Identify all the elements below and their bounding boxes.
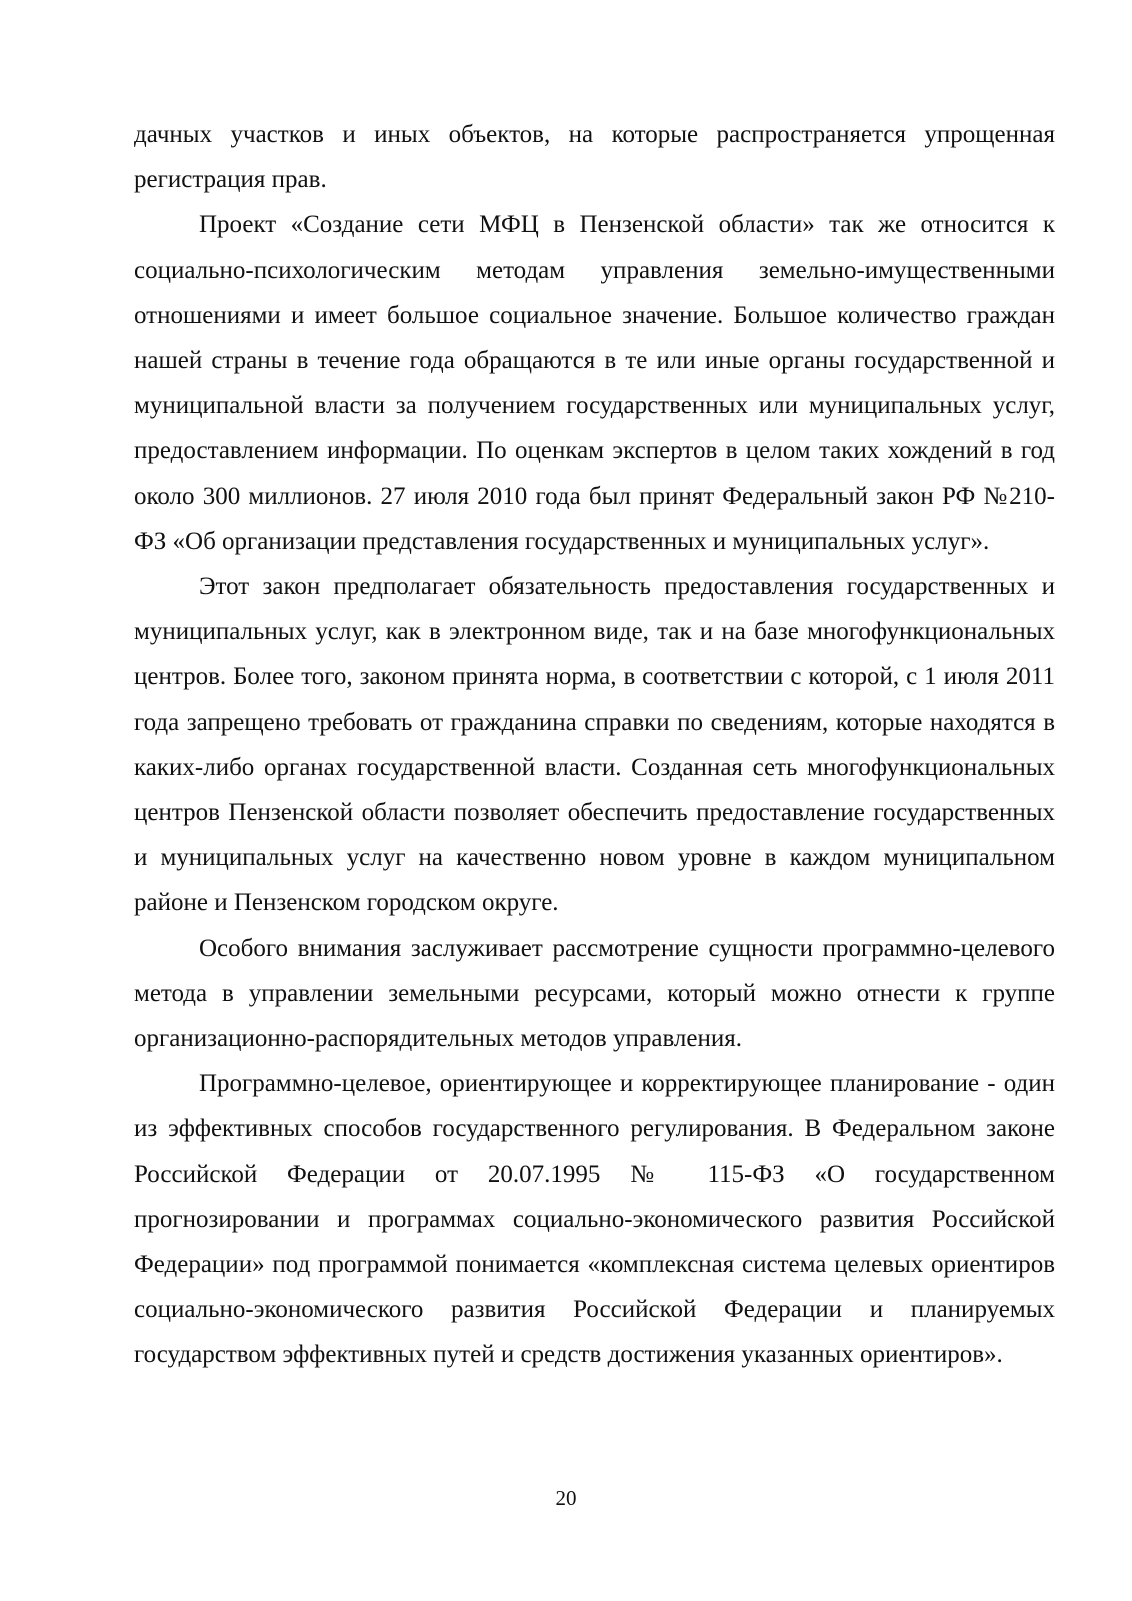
document-body [134,112,1055,1378]
paragraph-mfc-project: Проект «Создание сети МФЦ в Пензенской области» так же относится к социально-психологическим методам управления земельно-имущественными отношениями и имеет большое социальное значение. Большое количество граждан нашей страны в течение года обращаются в те или иные органы государственной и муниципальной власти за получением государственных или муниципальных услуг, предоставлением информации. По оценкам экспертов в целом таких хождений в год около 300 миллионов. 27 июля 2010 года был принят Федеральный закон РФ №210-ФЗ «Об организации представления государственных и муниципальных услуг». [134,211,1055,555]
paragraph-continuation: дачных участков и иных объектов, на которые распространяется упрощенная регистрация прав. [134,121,1055,194]
page-number: 20 [555,1486,577,1510]
paragraph-program-target-method: Особого внимания заслуживает рассмотрение сущности программно-целевого метода в управлении земельными ресурсами, который можно отнести к группе организационно-распорядительных методов управления. [134,934,1055,1053]
paragraph-program-planning: Программно-целевое, ориентирующее и корректирующее планирование - один из эффективных способов государственного регулирования. В Федеральном законе Российской Федерации от 20.07.1995 № 115-ФЗ «О государственном прогнозировании и программах социально-экономического развития Российской Федерации» под программой понимается «комплексная система целевых ориентиров социально-экономического развития Российской Федерации и планируемых государством эффективных путей и средств достижения указанных ориентиров». [134,1070,1055,1369]
paragraph-law-requirements: Этот закон предполагает обязательность предоставления государственных и муниципальных услуг, как в электронном виде, так и на базе многофункциональных центров. Более того, законом принята норма, в соответствии с которой, с 1 июля 2011 года запрещено требовать от гражданина справки по сведениям, которые находятся в каких-либо органах государственной власти. Созданная сеть многофункциональных центров Пензенской области позволяет обеспечить предоставление государственных и муниципальных услуг на качественно новом уровне в каждом муниципальном районе и Пензенском городском округе. [134,573,1055,917]
